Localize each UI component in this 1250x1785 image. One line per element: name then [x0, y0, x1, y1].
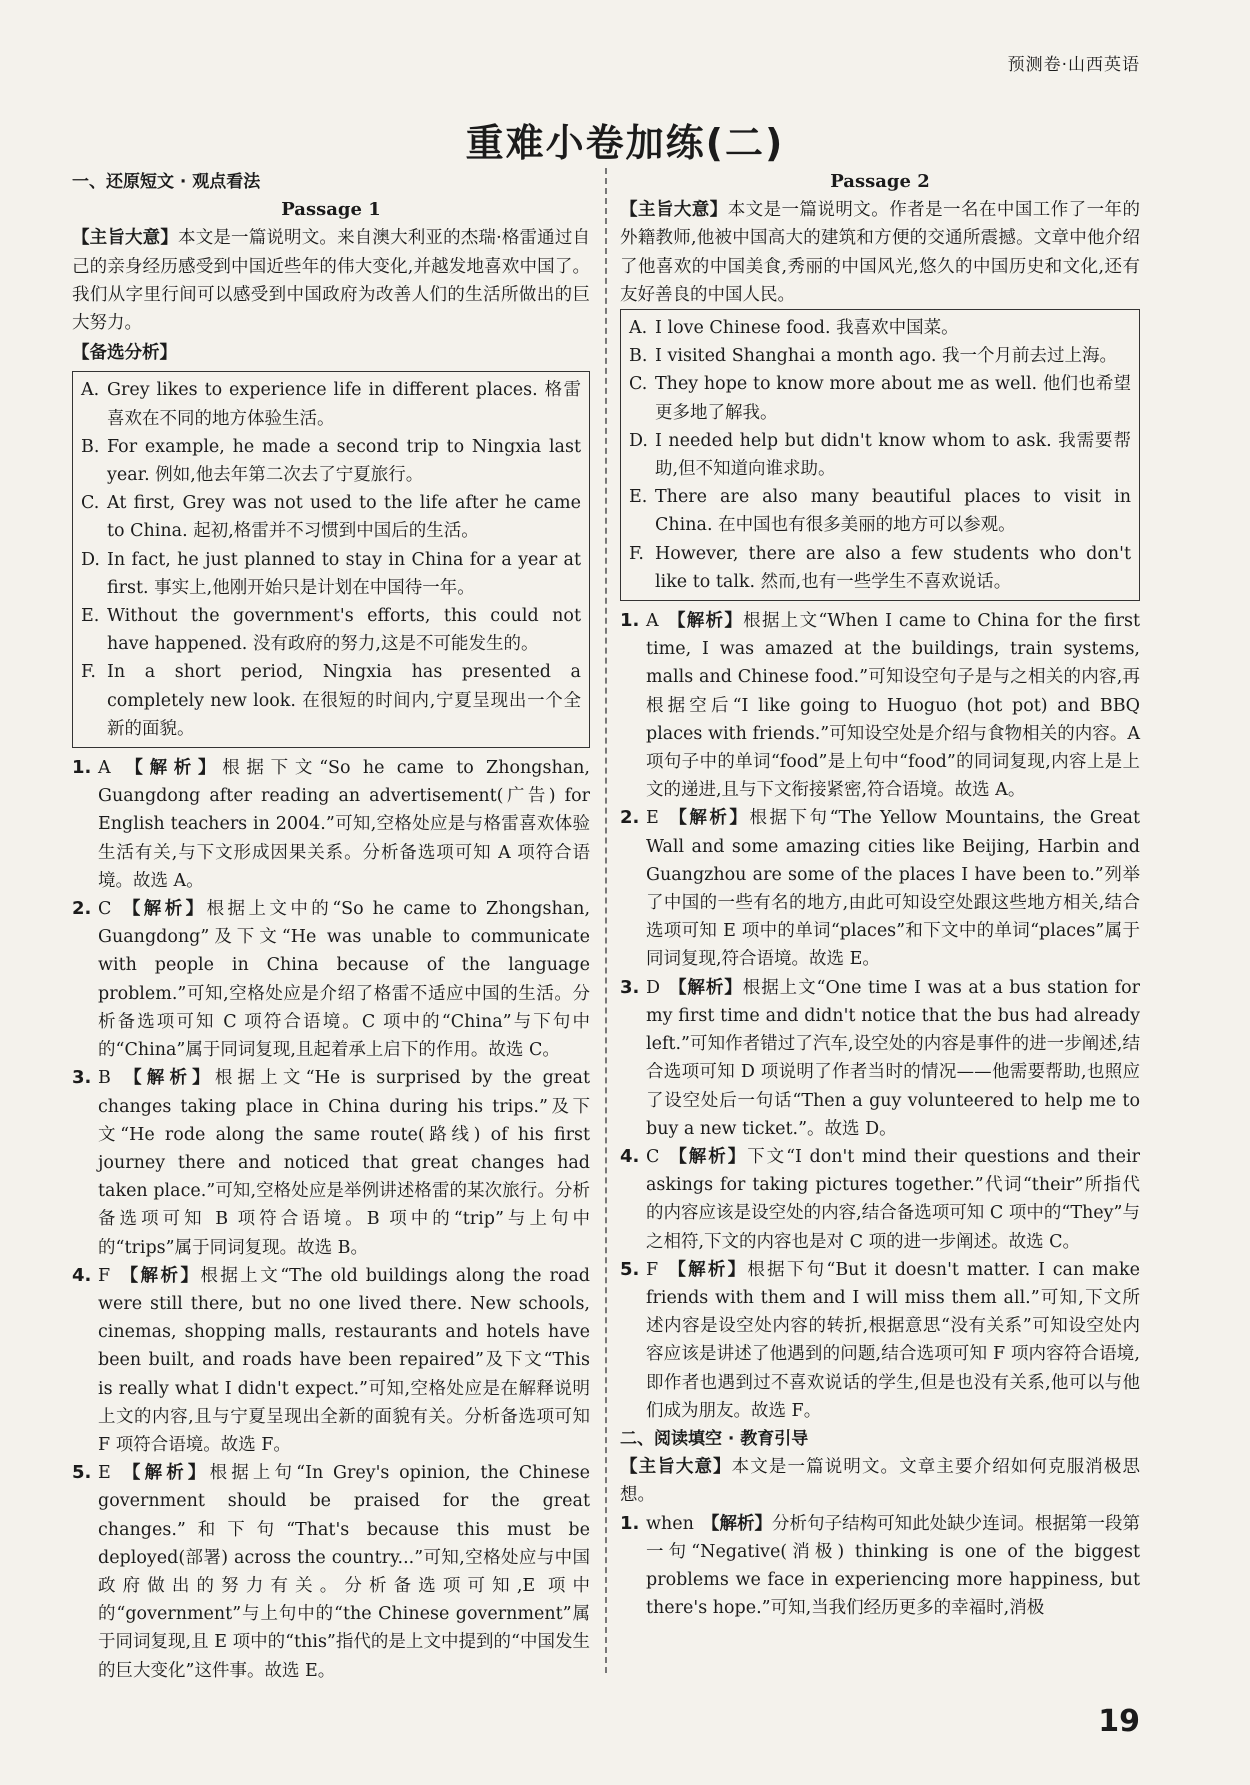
option-letter: E. [81, 606, 100, 627]
option-text: For example, he made a second trip to Ningxia last year. 例如,他去年第二次去了宁夏旅行。 [107, 436, 581, 486]
main-idea [72, 224, 590, 337]
analysis-tag: 【解析】 [118, 1068, 215, 1089]
answer-item [620, 1143, 1140, 1256]
option-text: I needed help but didn't know whom to ask. 我需要帮助,但不知道向谁求助。 [655, 430, 1131, 480]
main-idea [620, 196, 1140, 309]
option-item [81, 376, 581, 432]
answer-number: 1. [72, 757, 92, 779]
options-heading: 【备选分析】 [72, 343, 177, 364]
section-title: 二、阅读填空 · 教育引导 [620, 1428, 809, 1449]
options-box [72, 371, 590, 748]
option-text: Grey likes to experience life in different places. 格雷喜欢在不同的地方体验生活。 [107, 380, 581, 429]
answer-choice: F [98, 1265, 111, 1286]
main-idea-text: 本文是一篇说明文。作者是一名在中国工作了一年的外籍教师,他被中国高大的建筑和方便的交通所震撼。文章中他介绍了他喜欢的中国美食,秀丽的中国风光,悠久的中国历史和文化,还有友好善良的中国人民。 [620, 200, 1141, 305]
option-text: I visited Shanghai a month ago. 我一个月前去过上海。 [655, 346, 1117, 367]
option-item [629, 370, 1131, 426]
option-letter: E. [629, 487, 648, 508]
answer-item [620, 1510, 1140, 1623]
analysis-tag: 【解析】 [666, 611, 744, 632]
answer-item [72, 754, 590, 895]
answer-choice: D [646, 977, 661, 998]
option-item [629, 540, 1131, 596]
option-letter: D. [629, 430, 648, 451]
right-column [620, 168, 1140, 1622]
analysis-text: 根据上文中的“So he came to Zhongshan, Guangdong”及下文“He was unable to communicate with people in China because of the language problem.”可知,空格处应是介绍了格雷不适应中国的生活。分析备选项可知 C 项符合语境。C 项中的“China”与下句中的“China”属于同词复现,且起着承上启下的作用。故选 C。 [98, 899, 591, 1061]
answer-number: 2. [72, 898, 92, 920]
series-header: 预测卷·山西英语 [1007, 55, 1140, 75]
analysis-tag: 【解析】 [666, 808, 750, 829]
answer-number: 2. [620, 807, 640, 829]
passage-title: Passage 2 [830, 171, 930, 192]
option-text: However, there are also a few students who don't like to talk. 然而,也有一些学生不喜欢说话。 [655, 543, 1131, 592]
analysis-tag: 【解析】 [701, 1513, 773, 1534]
option-text: In a short period, Ningxia has presented a completely new look. 在很短的时间内,宁夏呈现出一个全新的面貌。 [107, 662, 581, 739]
answer-number: 1. [620, 1512, 640, 1534]
option-text: Without the government's efforts, this could not have happened. 没有政府的努力,这是不可能发生的。 [107, 606, 581, 655]
answer-number: 5. [72, 1462, 92, 1484]
analysis-text: 根据上文“He is surprised by the great changes taking place in China during his trips.”及下文“He rode along the same route(路线) of his first journey there and noticed that great changes had taken place.”可知,空格处应是举例讲述格雷的某次旅行。分析备选项可知 B 项符合语境。B 项中的“trip”与上句中的“trips”属于同词复现。故选 B。 [98, 1068, 590, 1258]
option-item [629, 427, 1131, 483]
answer-number: 4. [620, 1145, 640, 1167]
analysis-tag: 【解析】 [119, 899, 207, 920]
answer-choice: C [646, 1146, 660, 1167]
analysis-text: 根据上文“The old buildings along the road were still there, but no one lived there. New schools, cinemas, shopping malls, restaurants and hotels have been built, and roads have been repaired”及下文“This is really what I didn't expect.”可知,空格处应是在解释说明上文的内容,且与宁夏呈现出全新的面貌有关。分析备选项可知 F 项符合语境。故选 F。 [98, 1265, 590, 1455]
analysis-text: 根据下文“So he came to Zhongshan, Guangdong after reading an advertisement(广告) for English teachers in 2004.”可知,空格处应是与格雷喜欢体验生活有关,与下文形成因果关系。分析备选项可知 A 项符合语境。故选 A。 [98, 758, 590, 891]
page-number: 19 [1098, 1704, 1140, 1739]
option-item [81, 658, 581, 743]
answer-choice: E [646, 808, 659, 829]
answer-item [72, 895, 590, 1064]
option-item [629, 314, 1131, 342]
page-title: 重难小卷加练(二) [465, 121, 785, 165]
answer-choice: when [646, 1513, 694, 1534]
column-divider [605, 168, 607, 1673]
option-letter: F. [81, 662, 96, 683]
main-idea-text: 本文是一篇说明文。文章主要介绍如何克服消极思想。 [620, 1457, 1141, 1506]
answer-choice: B [98, 1068, 111, 1089]
answer-choice: A [98, 758, 111, 779]
answer-item [72, 1064, 590, 1261]
answer-number: 4. [72, 1264, 92, 1286]
answer-item [620, 804, 1140, 973]
answer-item [72, 1262, 590, 1459]
analysis-text: 根据下句“The Yellow Mountains, the Great Wall and some amazing cities like Beijing, Harbin and Guangzhou are some of the places I have been to.”列举了中国的一些有名的地方,由此可知设空处跟这些地方相关,结合选项可知 E 项中的单词“places”和下文中的单词“places”属于同词复现,符合语境。故选 E。 [646, 808, 1141, 970]
option-text: In fact, he just planned to stay in China for a year at first. 事实上,他刚开始只是计划在中国待一年。 [107, 549, 581, 598]
option-item [81, 489, 581, 545]
option-letter: B. [81, 436, 100, 457]
analysis-text: 根据上句“In Grey's opinion, the Chinese government should be praised for the great changes.”和下句“That's because this must be deployed(部署) across the country...”可知,空格处应与中国政府做出的努力有关。分析备选项可知,E 项中的“government”与上句中的“the Chinese government”属于同词复现,且 E 项中的“this”指代的是上文中提到的“中国发生的巨大变化”这件事。故选 E。 [98, 1463, 591, 1681]
answer-choice: C [98, 899, 112, 920]
option-item [81, 602, 581, 658]
answer-choice: A [646, 611, 659, 632]
option-letter: C. [81, 493, 100, 514]
analysis-text: 分析句子结构可知此处缺少连词。根据第一段第一句“Negative(消极) thinking is one of the biggest problems we face in experiencing more happiness, but there's hope.”可知,当我们经历更多的幸福时,消极 [646, 1513, 1141, 1619]
option-letter: F. [629, 543, 644, 564]
analysis-text: 根据下句“But it doesn't matter. I can make friends with them and I will miss them all.”可知,下文所述内容是设空处内容的转折,根据意思“没有关系”可知设空处内容应该是讲述了他遇到的问题,结合选项可知 F 项内容符合语境,即作者也遇到过不喜欢说话的学生,但是也没有关系,他可以与他们成为朋友。故选 F。 [646, 1259, 1141, 1421]
main-idea-tag: 【主旨大意】 [72, 228, 179, 249]
answer-choice: F [646, 1259, 659, 1280]
answer-item [620, 1256, 1140, 1425]
option-text: There are also many beautiful places to visit in China. 在中国也有很多美丽的地方可以参观。 [655, 487, 1131, 536]
option-item [81, 546, 581, 602]
option-letter: A. [81, 380, 100, 401]
answer-number: 3. [620, 976, 640, 998]
analysis-text: 下文“I don't mind their questions and their askings for taking pictures together.”代词“their”所指代的内容应该是设空处的内容,结合备选项可知 C 项中的“They”与之相符,下文的内容也是对 C 项的进一步阐述。故选 C。 [646, 1146, 1140, 1252]
option-letter: B. [629, 346, 648, 367]
option-item [81, 433, 581, 489]
option-letter: D. [81, 549, 100, 570]
option-text: I love Chinese food. 我喜欢中国菜。 [655, 318, 959, 339]
option-item [629, 342, 1131, 370]
analysis-tag: 【解析】 [666, 1259, 748, 1280]
main-idea-tag: 【主旨大意】 [620, 200, 728, 221]
main-idea-text: 本文是一篇说明文。来自澳大利亚的杰瑞·格雷通过自己的亲身经历感受到中国近些年的伟大变化,并越发地喜欢中国了。我们从字里行间可以感受到中国政府为改善人们的生活所做出的巨大努力。 [72, 228, 591, 334]
passage-title: Passage 1 [281, 199, 381, 221]
option-letter: C. [629, 374, 648, 395]
section-title: 一、还原短文 · 观点看法 [72, 172, 261, 192]
analysis-text: 根据上文“One time I was at a bus station for my first time and didn't notice that the bus had already left.”可知作者错过了汽车,设空处的内容是事件的进一步阐述,结合选项可知 D 项说明了作者当时的情况——他需要帮助,也照应了设空处后一句话“Then a guy volunteered to help me to buy a new ticket.”。故选 D。 [646, 977, 1140, 1139]
option-item [629, 483, 1131, 539]
answer-number: 5. [620, 1258, 640, 1280]
analysis-tag: 【解析】 [118, 1265, 201, 1286]
analysis-tag: 【解析】 [667, 1146, 748, 1167]
options-box [620, 309, 1140, 601]
answer-item [72, 1459, 590, 1685]
analysis-tag: 【解析】 [118, 1463, 210, 1484]
analysis-tag: 【解析】 [668, 977, 743, 998]
answer-number: 3. [72, 1067, 92, 1089]
answer-choice: E [98, 1463, 111, 1484]
analysis-tag: 【解析】 [118, 758, 223, 779]
option-text: At first, Grey was not used to the life after he came to China. 起初,格雷并不习惯到中国后的生活。 [107, 493, 581, 542]
answer-item [620, 974, 1140, 1143]
option-text: They hope to know more about me as well. 他们也希望更多地了解我。 [655, 374, 1131, 423]
analysis-text: 根据上文“When I came to China for the first time, I was amazed at the buildings, train systems, malls and Chinese food.”可知设空句子是与之相关的内容,再根据空后“I like going to Huoguo (hot pot) and BBQ places with friends.”可知设空处是介绍与食物相关的内容。A 项句子中的单词“food”是上句中“food”的同词复现,内容上是上文的递进,且与下文衔接紧密,符合语境。故选 A。 [646, 611, 1141, 801]
main-idea [620, 1453, 1140, 1509]
left-column [72, 168, 590, 1685]
option-letter: A. [629, 318, 648, 339]
main-idea-tag: 【主旨大意】 [620, 1457, 732, 1478]
answer-number: 1. [620, 610, 640, 632]
answer-item [620, 607, 1140, 804]
